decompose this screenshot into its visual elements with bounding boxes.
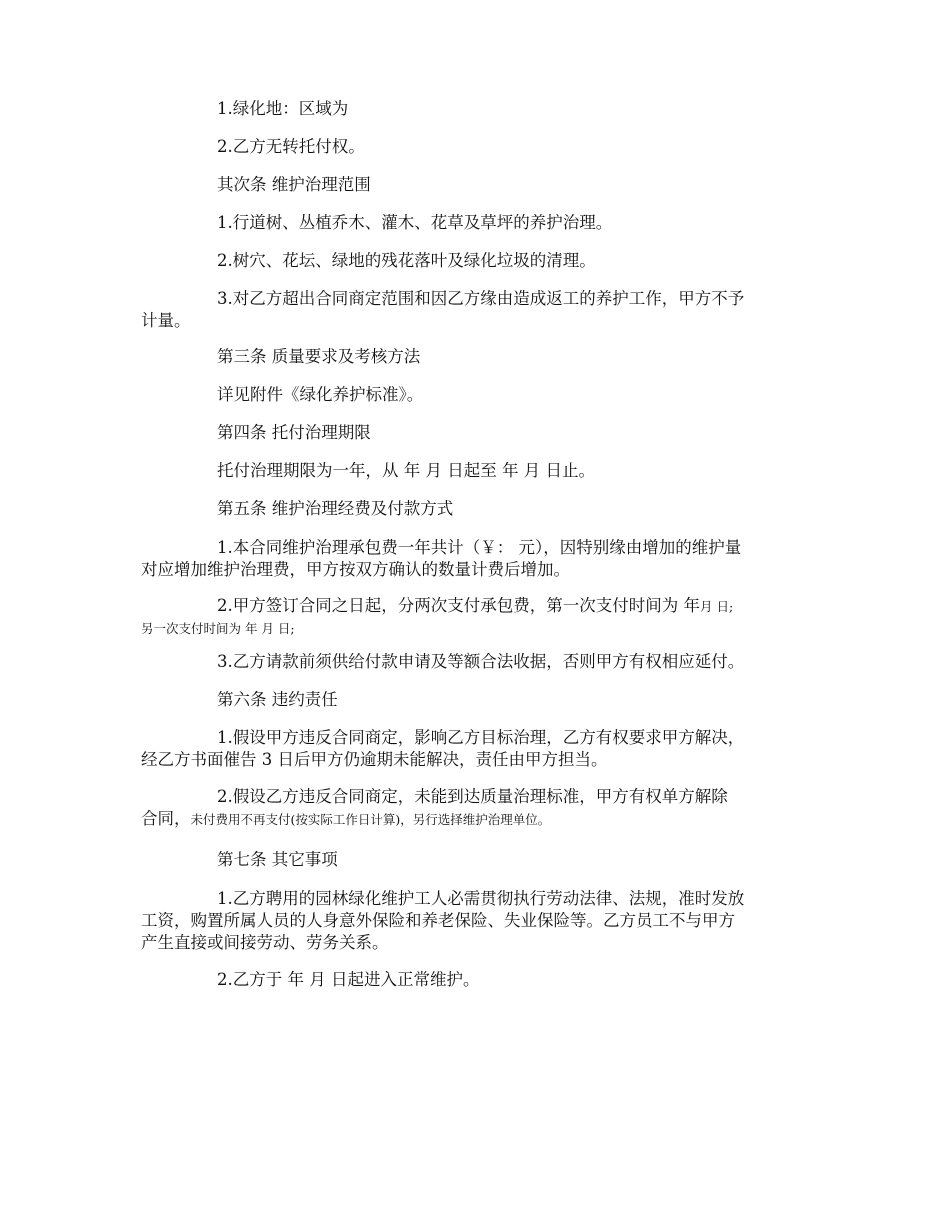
heading-text: 第三条 质量要求及考核方法 [217, 347, 421, 366]
paragraph-10 [141, 460, 813, 482]
paragraph-16 [141, 727, 813, 771]
section-heading-7 [141, 849, 813, 871]
section-heading-2 [141, 174, 813, 196]
text-line-small: 另一次支付时间为 年 月 日; [141, 621, 295, 636]
section-heading-6 [141, 689, 813, 711]
heading-text: 第六条 违约责任 [217, 690, 338, 709]
section-heading-3 [141, 346, 813, 368]
paragraph-19 [141, 888, 813, 954]
text-line: 1.本合同维护治理承包费一年共计（￥： 元），因特别缘由增加的维护量 [217, 538, 742, 557]
text-line: 2.甲方签订合同之日起，分两次支付承包费，第一次支付时间为 年 [217, 596, 700, 615]
heading-text: 第七条 其它事项 [217, 850, 338, 869]
text-line: 产生直接或间接劳动、劳务关系。 [141, 933, 389, 952]
text-line: 2.树穴、花坛、绿地的残花落叶及绿化垃圾的清理。 [217, 251, 596, 270]
text-line-small: 未付费用不再支付(按实际工作日计算)，另行选择维护治理单位。 [190, 812, 551, 827]
text-line: 2.乙方无转托付权。 [217, 137, 365, 156]
paragraph-2 [141, 136, 813, 158]
paragraph-1 [141, 98, 813, 120]
paragraph-14 [141, 651, 813, 673]
heading-text: 其次条 维护治理范围 [217, 175, 371, 194]
text-line: 1.行道树、丛植乔木、灌木、花草及草坪的养护治理。 [217, 213, 613, 232]
paragraph-13 [141, 595, 813, 640]
section-heading-4 [141, 422, 813, 444]
text-line: 3.乙方请款前须供给付款申请及等额合法收据，否则甲方有权相应延付。 [217, 652, 745, 671]
text-line: 计量。 [141, 311, 191, 330]
paragraph-4 [141, 212, 813, 234]
paragraph-6 [141, 288, 813, 332]
paragraph-8 [141, 384, 813, 406]
paragraph-5 [141, 250, 813, 272]
text-line: 经乙方书面催告 3 日后甲方仍逾期未能解决，责任由甲方担当。 [141, 750, 608, 769]
paragraph-12 [141, 537, 813, 581]
text-line-small: 月 日; [700, 599, 734, 614]
text-line: 详见附件《绿化养护标准》。 [217, 385, 424, 404]
text-line: 托付治理期限为一年，从 年 月 日起至 年 月 日止。 [217, 461, 595, 480]
text-line: 1.绿化地：区域为 [217, 99, 349, 118]
text-line: 对应增加维护治理费，甲方按双方确认的数量计费后增加。 [141, 560, 570, 579]
text-line: 工资，购置所属人员的人身意外保险和养老保险、失业保险等。乙方员工不与甲方 [141, 911, 735, 930]
heading-text: 第五条 维护治理经费及付款方式 [217, 499, 454, 518]
text-line: 3.对乙方超出合同商定范围和因乙方缘由造成返工的养护工作，甲方不予 [217, 289, 745, 308]
text-line: 合同， [141, 809, 191, 828]
heading-text: 第四条 托付治理期限 [217, 423, 371, 442]
paragraph-20 [141, 969, 813, 991]
text-line: 2.假设乙方违反合同商定，未能到达质量治理标准，甲方有权单方解除 [217, 787, 728, 806]
text-line: 2.乙方于 年 月 日起进入正常维护。 [217, 970, 480, 989]
paragraph-17 [141, 786, 813, 831]
section-heading-5 [141, 498, 813, 520]
text-line: 1.假设甲方违反合同商定，影响乙方目标治理，乙方有权要求甲方解决， [217, 728, 745, 747]
text-line: 1.乙方聘用的园林绿化维护工人必需贯彻执行劳动法律、法规，准时发放 [217, 889, 745, 908]
